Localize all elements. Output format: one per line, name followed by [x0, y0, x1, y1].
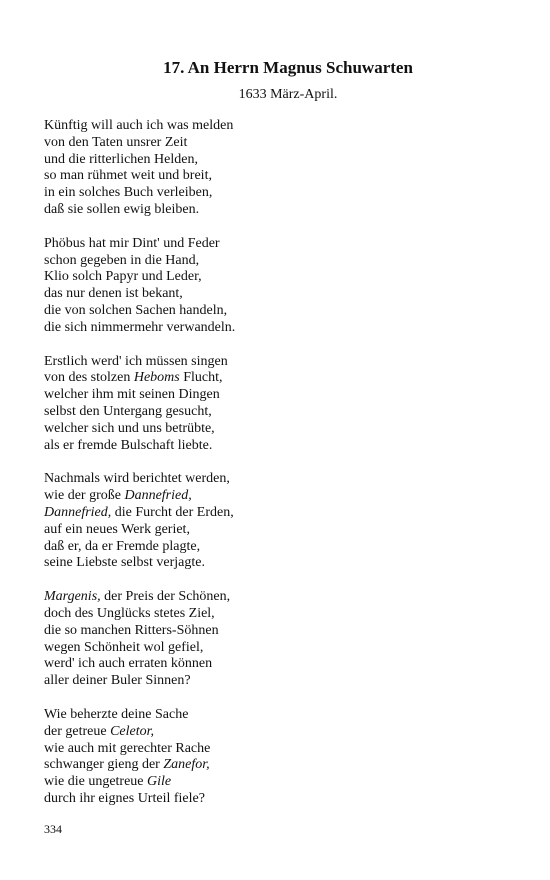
verse-segment: daß sie sollen ewig bleiben.: [44, 201, 200, 217]
verse-segment: so man rühmet weit und breit,: [44, 168, 212, 184]
verse-segment: von des stolzen: [44, 370, 134, 386]
verse-segment: der Preis der Schönen,: [100, 589, 231, 605]
verse-line: [44, 286, 514, 303]
verse-segment-italic: Celetor,: [110, 723, 155, 739]
verse-line: [44, 303, 514, 320]
verse-segment: Flucht,: [179, 370, 223, 386]
verse-line: [44, 168, 514, 185]
verse-line: [44, 118, 514, 135]
verse-line: [44, 488, 514, 505]
verse-segment: Klio solch Papyr und Leder,: [44, 269, 202, 285]
verse-segment: daß er, da er Fremde plagte,: [44, 538, 201, 554]
verse-line: [44, 707, 514, 724]
verse-segment: als er fremde Bulschaft liebte.: [44, 437, 213, 453]
verse-line: [44, 640, 514, 657]
verse-segment: selbst den Untergang gesucht,: [44, 403, 212, 419]
verse-segment: wie die ungetreue: [44, 774, 148, 790]
poem-date: 1633 März-April.: [238, 87, 338, 102]
verse-segment: die von solchen Sachen handeln,: [44, 302, 228, 318]
verse-segment-italic: Zanefor,: [163, 757, 210, 773]
stanza: [44, 707, 514, 808]
stanza: [44, 118, 514, 219]
verse-segment: wegen Schönheit wol gefiel,: [44, 639, 204, 655]
verse-segment-italic: Gile: [147, 774, 172, 790]
verse-segment-italic: Dannefried,: [44, 504, 112, 520]
stanza: [44, 354, 514, 455]
verse-segment: Künftig will auch ich was melden: [44, 118, 234, 133]
verse-segment: aller deiner Buler Sinnen?: [44, 673, 191, 689]
verse-segment: die Furcht der Erden,: [111, 504, 234, 520]
poem-title: 17. An Herrn Magnus Schuwarten: [163, 58, 413, 77]
verse-line: [44, 606, 514, 623]
verse-line: [44, 673, 514, 690]
verse-line: [44, 505, 514, 522]
verse-segment: und die ritterlichen Helden,: [44, 151, 198, 167]
verse-line: [44, 370, 514, 387]
verse-segment: die so manchen Ritters-Söhnen: [44, 622, 219, 638]
verse-segment: die sich nimmermehr verwandeln.: [44, 319, 236, 335]
verse-line: [44, 724, 514, 741]
verse-segment: werd' ich auch erraten können: [44, 656, 213, 672]
verse-segment: auf ein neues Werk geriet,: [44, 521, 190, 537]
verse-line: [44, 320, 514, 337]
verse-segment: das nur denen ist bekant,: [44, 286, 183, 302]
stanza: [44, 589, 514, 690]
verse-line: [44, 438, 514, 455]
verse-segment: der getreue: [44, 723, 111, 739]
verse-line: [44, 135, 514, 152]
verse-line: [44, 253, 514, 270]
verse-segment: schwanger gieng der: [44, 757, 164, 773]
verse-segment: welcher sich und uns betrübte,: [44, 420, 215, 436]
verse-line: [44, 202, 514, 219]
verse-segment: Nachmals wird berichtet werden,: [44, 471, 230, 487]
page-number: 334: [44, 822, 62, 836]
verse-segment: durch ihr eignes Urteil fiele?: [44, 790, 205, 806]
verse-line: [44, 555, 514, 572]
verse-line: [44, 269, 514, 286]
verse-segment: wie auch mit gerechter Rache: [44, 740, 211, 756]
verse-segment: seine Liebste selbst verjagte.: [44, 555, 205, 571]
verse-line: [44, 387, 514, 404]
verse-segment: Erstlich werd' ich müssen singen: [44, 353, 228, 369]
verse-line: [44, 471, 514, 488]
verse-segment: schon gegeben in die Hand,: [44, 252, 200, 268]
verse-segment: wie der große: [44, 488, 125, 504]
verse-line: [44, 656, 514, 673]
verse-line: [44, 589, 514, 606]
verse-line: [44, 404, 514, 421]
verse-segment-italic: Dannefried,: [124, 488, 192, 504]
verse-line: [44, 152, 514, 169]
verse-segment: doch des Unglücks stetes Ziel,: [44, 605, 215, 621]
verse-segment-italic: Margenis,: [44, 589, 101, 605]
verse-segment: Wie beherzte deine Sache: [44, 706, 189, 722]
verse-line: [44, 421, 514, 438]
verse-segment: welcher ihm mit seinen Dingen: [44, 387, 220, 403]
verse-segment: in ein solches Buch verleiben,: [44, 185, 213, 201]
verse-segment: von den Taten unsrer Zeit: [44, 134, 188, 150]
verse-line: [44, 354, 514, 371]
stanza: [44, 236, 514, 337]
verse-line: [44, 757, 514, 774]
verse-line: [44, 623, 514, 640]
verse-line: [44, 236, 514, 253]
verse-segment-italic: Heboms: [133, 370, 180, 386]
verse-segment: Phöbus hat mir Dint' und Feder: [44, 235, 220, 251]
verse-line: [44, 741, 514, 758]
verse-line: [44, 522, 514, 539]
poem-body: [44, 118, 514, 825]
verse-line: [44, 774, 514, 791]
stanza: [44, 471, 514, 572]
verse-line: [44, 791, 514, 808]
verse-line: [44, 185, 514, 202]
verse-line: [44, 539, 514, 556]
